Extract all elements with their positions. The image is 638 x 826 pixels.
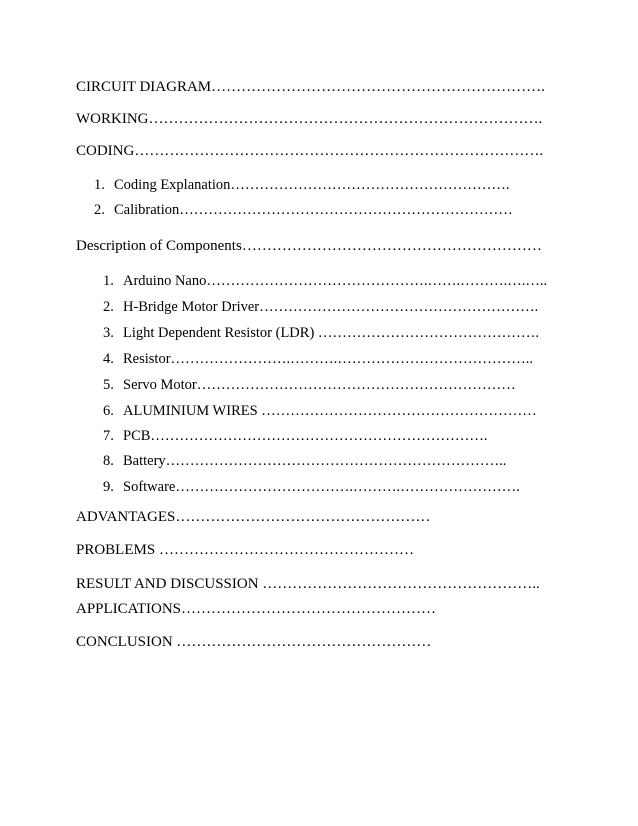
- toc-item-number: 1.: [103, 273, 114, 289]
- toc-item-text: ALUMINIUM WIRES …………………………………………………: [123, 403, 537, 419]
- toc-coding-item: [94, 176, 510, 194]
- toc-item-text: Arduino Nano……………………………………….…….……….….…..: [123, 273, 548, 289]
- toc-coding-item: [94, 201, 513, 219]
- toc-item-text: Servo Motor…………………………………………………………: [123, 377, 516, 393]
- toc-coding: CODING……………………………………………………………………….: [76, 143, 544, 159]
- toc-advantages: ADVANTAGES……………………………………………: [76, 509, 431, 525]
- toc-item-text: Software……………………………….……….…………………….: [123, 479, 520, 495]
- toc-component-item: [103, 427, 488, 445]
- toc-problems: PROBLEMS ……………………………………………: [76, 542, 414, 558]
- toc-item-number: 7.: [103, 428, 114, 444]
- toc-component-item: [103, 324, 539, 342]
- toc-component-item: [103, 298, 538, 316]
- toc-component-item: [103, 376, 516, 394]
- toc-item-number: 3.: [103, 325, 114, 341]
- toc-component-item: [103, 350, 533, 368]
- toc-item-number: 9.: [103, 479, 114, 495]
- toc-item-number: 6.: [103, 403, 114, 419]
- toc-item-number: 8.: [103, 453, 114, 469]
- toc-item-text: Resistor…………………….……….…………………………………..: [123, 351, 534, 367]
- toc-item-text: Calibration……………………………………………………………: [114, 202, 513, 218]
- toc-item-text: H-Bridge Motor Driver………………………………………………….: [123, 299, 539, 315]
- toc-item-text: PCB…………………………………………………………….: [123, 428, 488, 444]
- toc-applications: APPLICATIONS……………………………………………: [76, 601, 437, 617]
- toc-component-item: [103, 478, 520, 496]
- toc-item-text: Light Dependent Resistor (LDR) ……………………………………….: [123, 325, 540, 341]
- toc-circuit-diagram: CIRCUIT DIAGRAM………………………………………………………….: [76, 79, 545, 95]
- toc-item-number: 5.: [103, 377, 114, 393]
- toc-item-number: 4.: [103, 351, 114, 367]
- toc-description-of-components: Description of Components……………………………………………………: [76, 238, 542, 254]
- toc-working: WORKING…………………………………………………………………….: [76, 111, 543, 127]
- toc-item-number: 2.: [94, 202, 105, 218]
- toc-component-item: [103, 452, 506, 470]
- toc-item-number: 2.: [103, 299, 114, 315]
- toc-component-item: [103, 272, 547, 290]
- toc-result-and-discussion: RESULT AND DISCUSSION ………………………………………………..: [76, 576, 540, 592]
- toc-conclusion: CONCLUSION ……………………………………………: [76, 634, 432, 650]
- toc-item-number: 1.: [94, 177, 105, 193]
- toc-item-text: Coding Explanation………………………………………………….: [114, 177, 510, 193]
- toc-component-item: [103, 402, 537, 420]
- toc-item-text: Battery……………………………………………………………..: [123, 453, 507, 469]
